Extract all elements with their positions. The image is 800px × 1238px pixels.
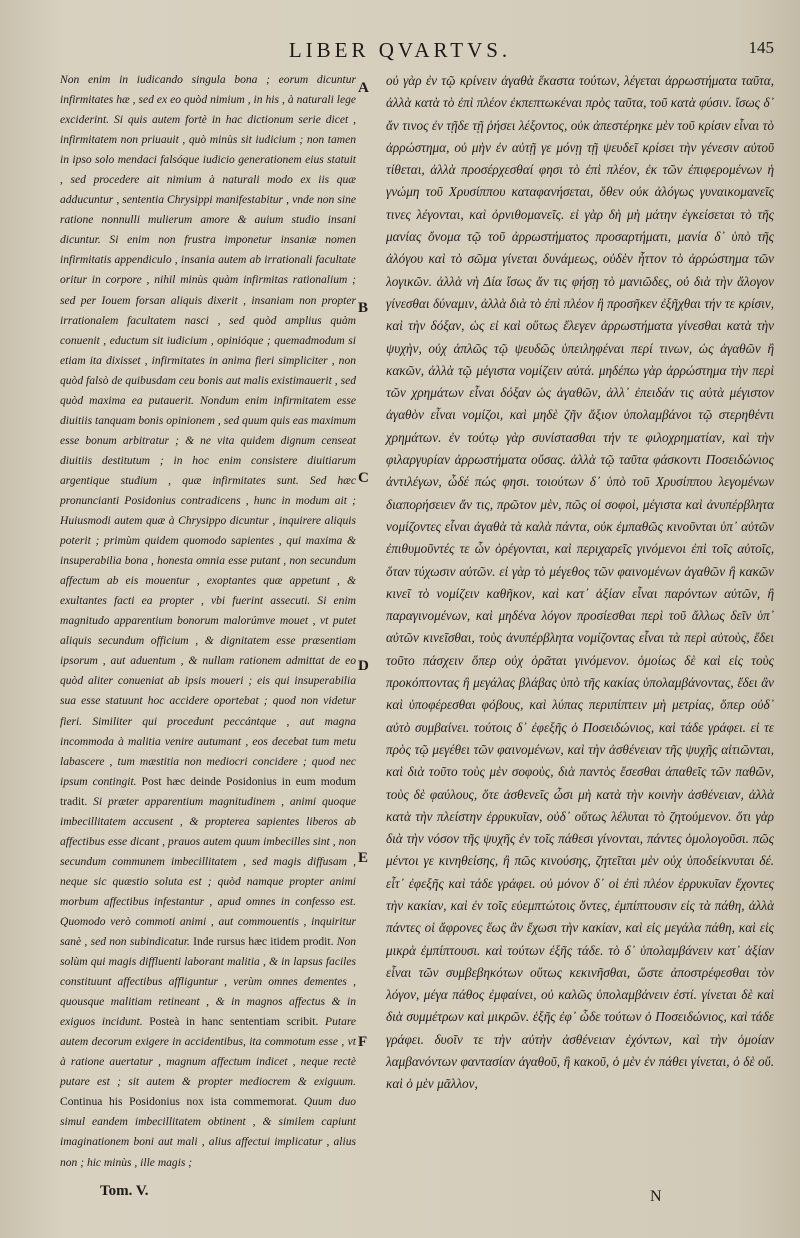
margin-letter-f: F [358, 1034, 368, 1050]
latin-paragraph: Non solùm qui magis diffluenti laborant malitia , & in lapsus faciles constituunt affectibus affliguntur , verùm omnes dementes , quousque malitiam retineant , & in magnos affectus & in exiguos incidunt. [60, 936, 357, 1029]
margin-letter-e: E [358, 850, 369, 866]
greek-text: οὐ γὰρ ἐν τῷ κρίνειν ἀγαθὰ ἕκαστα τούτων, λέγεται ἀρρωστήματα ταῦτα, ἀλλὰ κατὰ τὸ ἐπὶ πλέον ἐκπεπτωκέναι πρὸς ταῦτα, τοῦ κατὰ φύσιν. ἴσως δ᾽ ἄν τινος ἐν τῇδε τῇ ῥήσει λέξοντος, οὐκ ἀπεστέρηκε μὲν τοῦ κρίσιν εἶναι τὸ ἀρρώστημα, οὐ μὴν ἐν αὐτῇ γε μόνῃ τῇ ψευδεῖ κρίσει τὴν γένεσιν αὐτοῦ τίθεται, ἀλλὰ προσέρχεσθαί φησι τὸ ἐπὶ πλέον, ἐκ τῶν ἐπιφερομένων ἡ γνώμη τοῦ Χρυσίππου καταφανήσεται, ὅθεν οὐκ ἀλόγως γυναικομανεῖς τινες λέγονται, καὶ ὀρνιθομανεῖς. εἰ γὰρ δὴ μὴ μάτην ἐγκείσεται τὸ τῆς μανίας ὄνομα τῷ τοῦ ἀρρωστήματος προσαρτήματι, μανία δ᾽ ὑπὸ τῆς ἀλόγου καὶ τὸ σῶμα γίνεται δυνάμεως, οὐδὲν ἧττον τὸ ἀρρώστημα τῶν λογικῶν. ἀλλὰ νὴ Δία ἴσως ἄν τις φήσῃ τὸ μανιῶδες, οὐ διὰ τὴν ἄλογον γίνεσθαι δύναμιν, ἀλλὰ διὰ τὸ ἐπὶ πλέον ἢ προσῆκεν ἐξῆχθαι τήν τε κρίσιν, καὶ τὴν δόξαν, ὡς εἰ καὶ οὕτως ἔλεγεν ἀρρωστήματα γίνεσθαι κατὰ τὴν ψυχὴν, οὐχ ἁπλῶς τῷ ψευδῶς ὑπειληφέναι περί τινων, ὡς ἀγαθῶν ἢ κακῶν, ἀλλὰ τῷ μέγιστα νομίζειν αὐτά. μηδέπω γὰρ ἀρρώστημα τὴν περὶ τῶν χρημάτων εἶναι δόξαν ὡς ἀγαθῶν, ἀλλ᾽ ἐπειδάν τις αὐτὰ μέγιστον ἀγαθὸν εἶναι νομίζοι, καὶ μηδὲ ζῆν ἄξιον ὑπολαμβάνοι τῷ στερηθέντι χρημάτων. ἐν τούτῳ γὰρ συνίστασθαι τήν τε φιλοχρηματίαν, καὶ τὴν φιλαργυρίαν ἀρρωστήματα οὔσας. ἀλλὰ τῷ ταῦτα φάσκοντι Ποσειδώνιος ἀντιλέγων, ὧδέ πώς φησι. τοιούτων δ᾽ ὑπὸ τοῦ Χρυσίππου λεγομένων διαπορήσειεν ἄν τις, πρῶτον μὲν, πῶς οἱ σοφοὶ, μέγιστα καὶ ἀνυπέρβλητα νομίζοντες εἶναι ἀγαθὰ τὰ καλὰ πάντα, οὐκ ἐμπαθῶς κινοῦνται ὑπ᾽ αὐτῶν ἐπιθυμοῦντές τε ὧν ὀρέγονται, καὶ περιχαρεῖς γινόμενοι ἐπὶ τοῖς αὐτοῖς, ὅταν τύχωσιν αὐτῶν. εἰ γὰρ τὸ μέγεθος τῶν φαινομένων ἀγαθῶν ἢ κακῶν κινεῖ τὸ νομίζειν καθῆκον, καὶ κατ᾽ ἀξίαν εἶναι παρόντων αὐτῶν, ἢ παραγινομένων, καὶ μηδένα λόγον προσίεσθαι περὶ τοῦ ἄλλως δεῖν ὑπ᾽ αὐτῶν κινεῖσθαι, τοὺς ἀνυπέρβλητα νομίζοντας εἶναι τὰ περὶ αὐτοὺς, ἔδει τοῦτο πάσχειν ὅπερ οὐχ ὁρᾶται γινόμενον. ὁμοίως δὲ καὶ εἰς τοὺς προκόπτοντας ἢ μεγάλας βλάβας ὑπὸ τῆς κακίας ὑπολαμβάνοντας, ἔδει ἂν καὶ ὑποφέρεσθαι φόβους, καὶ λύπας περιπίπτειν μὴ μετρίας, ὅπερ οὐδ᾽ αὐτὸ συμβαίνει. τούτοις δ᾽ ἐφεξῆς ὁ Ποσειδώνιος, καὶ τάδε γράφει. εἰ τε πρὸς τῷ μεγέθει τῶν φαινομένων, καὶ τὴν ἀσθένειαν τῆς ψυχῆς αἰτιῶνται, καὶ διὰ τοῦτο τοὺς μὲν σοφοὺς, διὰ παντὸς ἔσεσθαι ἀπαθεῖς τῶν παθῶν, τοὺς δὲ φαύλους, ὅτε ἀσθενεῖς ὦσι μὴ κατὰ τὴν κοινὴν ἀσθένειαν, ἀλλὰ κατὰ τὴν πλείστην ἐρρυκυῖαν, οὐδ᾽ οὕτως λέλυται τὸ ζητούμενον. ὅτι γὰρ διὰ τὴν νόσον τῆς ψυχῆς ἐν τοῖς πάθεσι γίνονται, πάντες ὁμολογοῦσι. πῶς μέντοι γε κινηθείσης, ἢ πῶς κινούσης, ζητεῖται μὲν οὐχ ὑποδείκνυται δέ. εἶτ᾽ ἐφεξῆς καὶ τάδε γράφει. οὐ μόνον δ᾽ οἱ ἐπὶ πλέον ἐρρυκυῖαν ἔχοντες τὴν κακίαν, καὶ ἐν τοῖς εὐεμπτώτοις ὄντες, ἐμπίπτουσιν εἰς τὰ πάθη, ἀλλὰ πάντες οἱ ἄφρονες ἕως ἂν ἔχωσι τὴν κακίαν, καὶ εἰς μεγάλα πάθη, καὶ εἰς μικρὰ ἐμπίπτουσι. καὶ τούτων ἐξῆς τάδε. τὸ δ᾽ ὑπολαμβάνειν κατ᾽ ἀξίαν εἶναι τῶν συμβεβηκότων οὕτως κεκινῆσθαι, ὥστε ἀποστρέφεσθαι τὸν λόγον, μέγα πάθος ἐμφαίνει, οὐ καλῶς ὑπολαμβάνειν ἐστί. γίνεται δὲ καὶ διὰ συμμέτρων καὶ μικρῶν. ἑξῆς ἐφ᾽ ὧδε τούτων ὁ Ποσειδώνιος, καὶ τάδε γράφει. δυοῖν τε τὴν αὐτὴν ἀσθένειαν ἐχόντων, καὶ τὴν ὁμοίαν λαμβανόντων φαντασίαν ἀγαθοῦ, ἢ κακοῦ, ὁ μὲν ἐν πάθει γίνεται, ὁ δὲ οὔ. καὶ ὁ μὲν μᾶλλον, [386, 73, 774, 1092]
latin-paragraph: Inde rursus hæc itidem prodit. [193, 936, 334, 949]
latin-paragraph: Non enim in iudicando singula bona ; eorum dicuntur infirmitates hæ , sed ex eo quòd nimium , in his , à naturali lege exciderint. Si quis autem fortè in hac dictionum serie dicet , infirmitatem non priuauit , quò minùs sit iudicium ; non tamen in ipso solo mendaci falsóque iudicio generationem eius statuit , sed procedere ait nimium à naturali modo ex iis quæ adducuntur , sententia Chrysippi manifestabitur , vnde non sine ratione nonnulli mulierum amore & auium studio insani dicuntur. Si enim non frustra imponetur insaniæ nomen infirmitatis appendiculo , insania autem ab irrationali facultate oritur in corpore , nihil minùs quàm infirmitas rationalium ; sed per Iouem forsan aliquis dixerit , insaniam non propter irrationalem facultatem nasci , sed quòd amplius quàm conuenit , eductum sit iudicium , opinióque ; quemadmodum si etiam ita dixisset , infirmitates in anima fieri simpliciter , non quòd falsò de quibusdam ceu bonis aut malis existimauerit , sed quòd maxima ea putauerit. Nondum enim infirmitatem esse diuitiis tanquam bonis opinionem , sed quum quis eas maximum esse bonum arbitratur ; & ne vita quidem dignum censeat diuitiis destitutum ; in hoc enim consistere diuitiarum argentique studium , quæ infirmitates sunt. Sed hæc pronuncianti Posidonius contradicens , hunc in modum ait ; [60, 74, 356, 507]
latin-paragraph: Quum duo simul eandem imbecillitatem obtinent , & similem capiunt imaginationem boni aut mali , alius affectui implicatur , alius non ; hic minùs , ille magis ; [60, 1096, 356, 1169]
latin-paragraph: Si præter apparentium magnitudinem , animi quoque imbecillitatem accusent , & propterea sapientes liberos ab affectibus esse dicant , prauos autem quum imbecilles sint , non secundum communem imbecillitatem , sed magis diffusam , neque sic quæstio soluta est ; quòd namque propter animi morbum affectibus infestantur , apud omnes in confesso est. Quomodo verò commoti animi , aut commouentis , inquiritur sanè , sed non subindicatur. [60, 795, 356, 949]
latin-paragraph: Post hæc deinde Posidonius in eum modum tradit. [60, 775, 356, 808]
volume-mark: Tom. V. [100, 1183, 149, 1199]
latin-paragraph: Posteà in hanc sententiam scribit. [149, 1016, 319, 1029]
latin-column [60, 70, 356, 1173]
latin-paragraph: Huiusmodi autem quæ à Chrysippo dicuntur , inquirere aliquis poterit ; primùm quidem quomodo sapientes , qui maxima & insuperabilia bona , honesta omnia esse putant , non secundum affectum ab eis mouentur , exoptantes quæ appetunt , & exultantes facti ea propter , vbi fuerint assecuti. Si enim magnitudo apparentium bonorum malorúmve mouet , vt putet aliquis secundum officium , & dignitatem esse præsentiam ipsorum , aut aduentum , & nullam rationem admittat de eo quòd aliter conueniat ab ipsis moueri ; eis qui insuperabilia sua esse statuunt hoc accidere oportebat ; quod non videtur fieri. Similiter qui procedunt peccántque , aut magna incommoda à malitia venire autumant , eos decebat tum metu labascere , tum mæstitia non mediocri concidere ; quod nec ipsum contingit. [60, 515, 356, 788]
signature-mark: N [650, 1188, 662, 1205]
running-title: LIBER QVARTVS. [288, 38, 512, 62]
greek-column [386, 70, 774, 1096]
margin-letters [358, 0, 378, 1238]
margin-letter-b: B [358, 300, 369, 316]
latin-paragraph: Putare autem decorum exigere in accidentibus, ita commotum esse , vt à ratione auertatur , magnum affectum indicet , neque rectè putare est ; sit autem & propter mediocrem & exiguum. [60, 1016, 357, 1089]
margin-letter-c: C [358, 470, 369, 486]
margin-letter-a: A [358, 80, 369, 96]
margin-letter-d: D [358, 658, 369, 674]
latin-paragraph: Continua his Posidonius nox ista commemorat. [60, 1096, 298, 1109]
page-number: 145 [748, 38, 774, 57]
